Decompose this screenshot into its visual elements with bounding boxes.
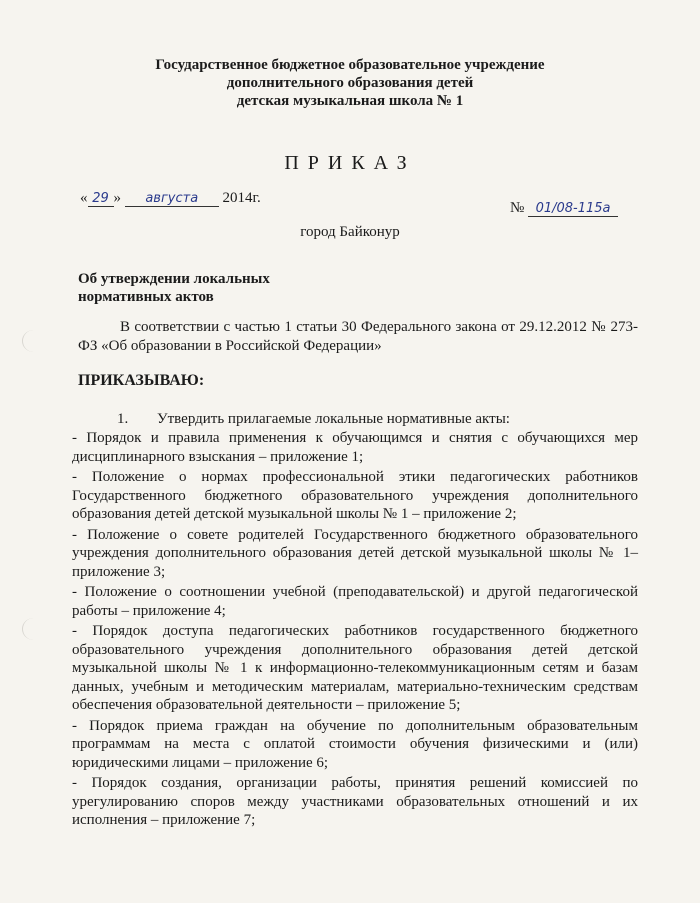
list-item: - Положение о совете родителей Государственного бюджетного образовательного учреждения дополнительного образования детей детской музыкальной школы № 1– приложение 3; — [72, 526, 638, 580]
date-close-quote: » — [113, 190, 121, 206]
list-item: - Порядок доступа педагогических работников государственного бюджетного образовательного учреждения дополнительного образования детей детской музыкальной школы № 1 к информационно-телекоммуникационным сетям и базам данных, учебным и методическим материалам, материально-техническим средствам обеспечения образовательной деятельности – приложение 5; — [72, 623, 638, 713]
date-year: 2014г. — [222, 190, 261, 206]
list-item: - Порядок и правила применения к обучающимся и снятия с обучающихся мер дисциплинарного взыскания – приложение 1; — [72, 430, 638, 465]
list-item: - Порядок создания, организации работы, принятия решений комиссией по урегулированию споров между участниками образовательных отношений и их исполнения – приложение 7; — [72, 775, 638, 828]
subject-line-2: нормативных актов — [78, 289, 214, 305]
preamble-text: В соответствии с частью 1 статьи 30 Федерального закона от 29.12.2012 № 273-ФЗ «Об образовании в Российской Федерации» — [78, 319, 638, 354]
document-title: ПРИКАЗ — [284, 152, 416, 174]
punch-hole-mark — [22, 330, 45, 352]
organization-header — [0, 56, 700, 110]
date-month: августа — [125, 191, 219, 207]
number-sign: № — [510, 200, 525, 216]
number-value: 01/08-115а — [528, 201, 618, 217]
order-heading: ПРИКАЗЫВАЮ: — [78, 372, 205, 389]
header-line-1: Государственное бюджетное образовательное учреждение — [155, 57, 545, 73]
order-date — [80, 190, 261, 207]
date-open-quote: « — [80, 190, 88, 206]
list-item: - Положение о соотношении учебной (преподавательской) и другой педагогической работы – приложение 4; — [72, 584, 638, 619]
item-number: 1. — [117, 411, 129, 427]
item-text: Утвердить прилагаемые локальные нормативные акты: — [157, 411, 510, 427]
date-day: 29 — [88, 191, 114, 207]
order-item-1 — [117, 411, 510, 428]
acts-list — [72, 429, 638, 832]
subject-line-1: Об утверждении локальных — [78, 271, 270, 287]
list-item: - Порядок приема граждан на обучение по дополнительным образовательным программам на места с оплатой стоимости обучения физическими и (или) юридическими лицами – приложение 6; — [72, 717, 638, 771]
city-name: город Байконур — [300, 224, 400, 240]
list-item: - Положение о нормах профессиональной этики педагогических работников Государственного бюджетного образовательного учреждения дополнительного образования детей детской музыкальной школы № 1 – приложение 2; — [72, 469, 638, 522]
order-subject — [78, 270, 318, 306]
header-line-2: дополнительного образования детей — [226, 75, 474, 91]
order-number — [510, 200, 618, 217]
punch-hole-mark — [22, 618, 45, 640]
header-line-3: детская музыкальная школа № 1 — [236, 93, 464, 109]
